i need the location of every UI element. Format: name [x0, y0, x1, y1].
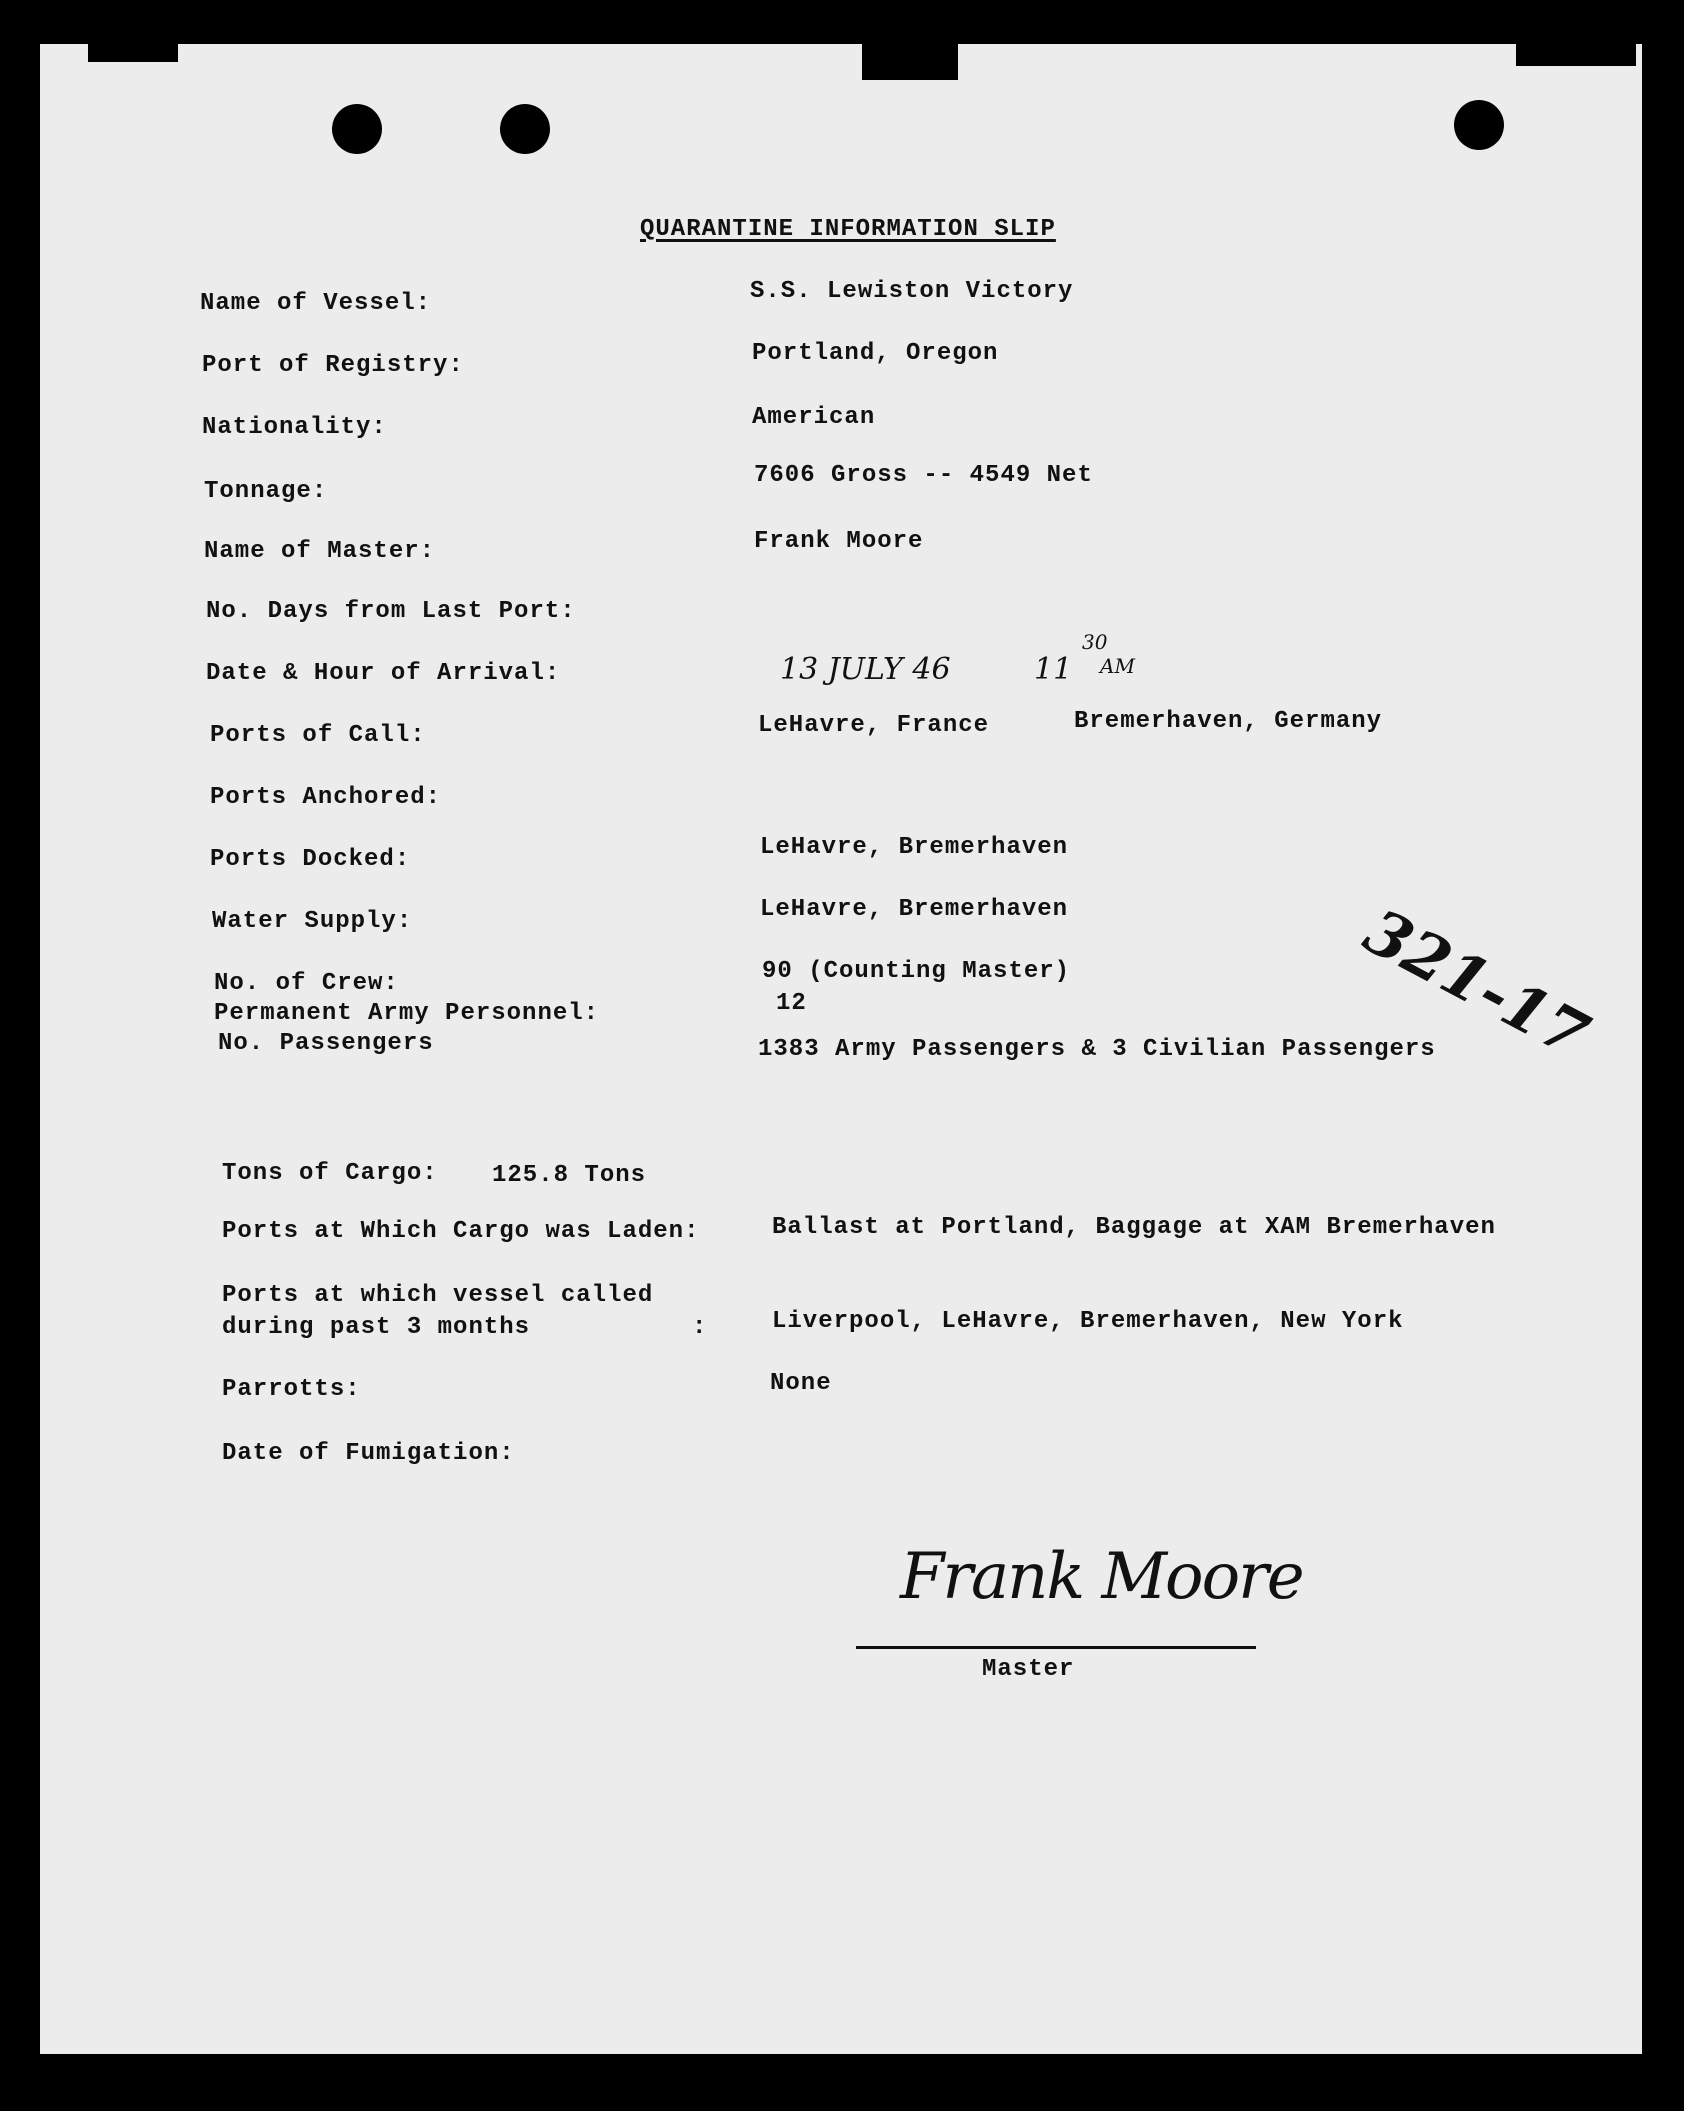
- binder-tab-right: [1516, 44, 1636, 66]
- field-label-army: Permanent Army Personnel:: [214, 1000, 600, 1027]
- field-value-passengers: 1383 Army Passengers & 3 Civilian Passengers: [758, 1036, 1436, 1063]
- punch-hole-3: [1454, 100, 1504, 150]
- field-label-docked: Ports Docked:: [210, 846, 411, 873]
- field-value-vessel: S.S. Lewiston Victory: [750, 278, 1074, 305]
- field-value-army: 12: [776, 990, 807, 1017]
- field-value-docked: LeHavre, Bremerhaven: [760, 834, 1069, 861]
- signature-line: [856, 1646, 1256, 1649]
- field-label-crew: No. of Crew:: [214, 970, 399, 997]
- field-value-master: Frank Moore: [754, 528, 924, 555]
- field-value-crew: 90 (Counting Master): [762, 958, 1071, 985]
- field-value-registry: Portland, Oregon: [752, 340, 999, 367]
- field-label-water: Water Supply:: [212, 908, 413, 935]
- called-label-line2: during past 3 months: [222, 1314, 531, 1341]
- binder-tab-left: [88, 38, 178, 62]
- laden-label: Ports at Which Cargo was Laden:: [222, 1218, 700, 1245]
- field-label-vessel: Name of Vessel:: [200, 290, 432, 317]
- field-label-anchored: Ports Anchored:: [210, 784, 442, 811]
- field-value-water: LeHavre, Bremerhaven: [760, 896, 1069, 923]
- handwritten-arrival-date: 13 JULY 46: [780, 652, 951, 687]
- field-label-tonnage: Tonnage:: [204, 478, 328, 505]
- punch-hole-2: [500, 104, 550, 154]
- field-label-days: No. Days from Last Port:: [206, 598, 576, 625]
- signature: Frank Moore: [900, 1540, 1303, 1614]
- handwritten-arrival-minutes: 30: [1082, 630, 1108, 654]
- field-label-registry: Port of Registry:: [202, 352, 464, 379]
- cargo-value: 125.8 Tons: [492, 1162, 647, 1189]
- cargo-label: Tons of Cargo:: [222, 1160, 438, 1187]
- document-title: QUARANTINE INFORMATION SLIP: [640, 216, 1056, 243]
- called-label-line1: Ports at which vessel called: [222, 1282, 654, 1309]
- field-label-arrival: Date & Hour of Arrival:: [206, 660, 561, 687]
- laden-value: Ballast at Portland, Baggage at XAM Bremerhaven: [772, 1214, 1496, 1241]
- field-value-ports-call-2: Bremerhaven, Germany: [1074, 708, 1383, 735]
- handwritten-arrival-ampm: AM: [1100, 654, 1135, 678]
- parrotts-label: Parrotts:: [222, 1376, 361, 1403]
- field-value-ports-call: LeHavre, France: [758, 712, 990, 739]
- called-value: Liverpool, LeHavre, Bremerhaven, New York: [772, 1308, 1404, 1335]
- parrotts-value: None: [770, 1370, 832, 1397]
- field-label-ports-call: Ports of Call:: [210, 722, 426, 749]
- field-label-master: Name of Master:: [204, 538, 436, 565]
- signature-title: Master: [982, 1656, 1075, 1683]
- field-value-nationality: American: [752, 404, 876, 431]
- handwritten-file-number: 321-17: [1352, 894, 1601, 1073]
- field-value-tonnage: 7606 Gross -- 4549 Net: [754, 462, 1093, 489]
- field-label-nationality: Nationality:: [202, 414, 387, 441]
- handwritten-arrival-time: 11: [1034, 652, 1073, 687]
- called-colon: :: [692, 1314, 708, 1341]
- binder-tab-center: [862, 38, 958, 80]
- field-label-passengers: No. Passengers: [218, 1030, 434, 1057]
- fumigation-label: Date of Fumigation:: [222, 1440, 515, 1467]
- punch-hole-1: [332, 104, 382, 154]
